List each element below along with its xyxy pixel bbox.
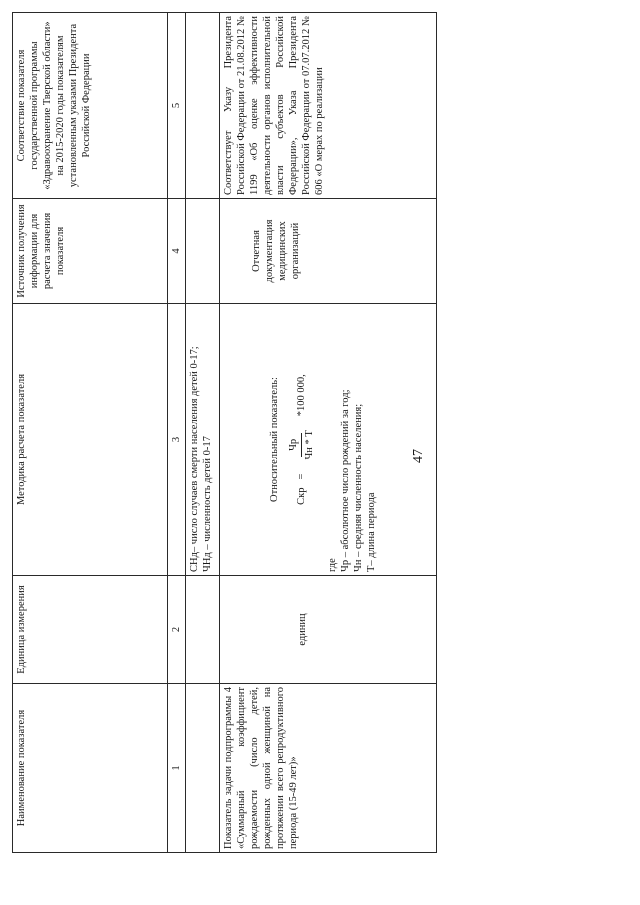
formula-denominator: Чн * Т	[304, 430, 315, 460]
source-cell	[220, 199, 437, 304]
cell-empty	[186, 13, 220, 199]
unit-cell	[220, 576, 437, 684]
column-number: 5	[168, 13, 186, 199]
formula-multiplier: *100 000,	[296, 374, 307, 417]
table-row	[220, 13, 437, 853]
method-line: ЧНд – численность детей 0-17	[202, 436, 213, 572]
formula	[287, 307, 316, 572]
compliance-value: Соответствует Указу Президента Российской Федерации от 21.08.2012 № 1199 «Об оценке эффективности деятельности органов исполнительной власти субъектов Российской Федерации», Указа Президента Российской Федерации от 07.07.2012 № 606 «О мерах по реализации	[220, 13, 437, 199]
header-method: Методика расчета показателя	[13, 304, 168, 576]
column-number: 4	[168, 199, 186, 304]
column-number: 1	[168, 684, 186, 853]
header-row	[13, 13, 168, 853]
method-cell	[220, 304, 437, 576]
legend-line: Чн – средняя численность населения;	[353, 403, 364, 572]
column-number: 2	[168, 576, 186, 684]
header-name: Наименование показателя	[13, 684, 168, 853]
legend-line: Чр – абсолютное число рождений за год;	[340, 389, 351, 572]
cell-empty	[186, 684, 220, 853]
indicator-name: Показатель задачи подпрограммы 4 «Суммарный коэффициент рождаемости (число детей, рожденных одной женщиной на протяжении всего репродуктивного периода (15-49 лет)»	[220, 684, 437, 853]
legend-line: Т– длина периода	[366, 492, 377, 572]
unit-value: единиц	[297, 613, 308, 646]
formula-fraction	[287, 424, 316, 465]
table-row-previous	[186, 13, 220, 853]
where-label: где	[327, 558, 338, 572]
method-line: СНд– число случаев смерти населения детей 0-17;	[189, 346, 200, 572]
formula-numerator: Чр	[287, 433, 302, 457]
method-title: Относительный показатель:	[269, 377, 280, 502]
cell-empty	[186, 199, 220, 304]
page-number: 47	[411, 449, 426, 463]
method-cell-previous	[186, 304, 220, 576]
formula-lhs: Скр	[296, 487, 307, 505]
column-number-row	[168, 13, 186, 853]
indicators-table	[12, 12, 437, 853]
header-compliance: Соответствие показателя государственной программы «Здравоохранение Тверской области» на 2015-2020 годы показателям установленным указами Президента Российской Федерации	[13, 13, 168, 199]
header-source: Источник получения информации для расчета значения показателя	[13, 199, 168, 304]
source-value: Отчетная документация медицинских организаций	[251, 219, 301, 283]
column-number: 3	[168, 304, 186, 576]
formula-eq: =	[296, 473, 307, 480]
header-unit: Единица измерения	[13, 576, 168, 684]
cell-empty	[186, 576, 220, 684]
